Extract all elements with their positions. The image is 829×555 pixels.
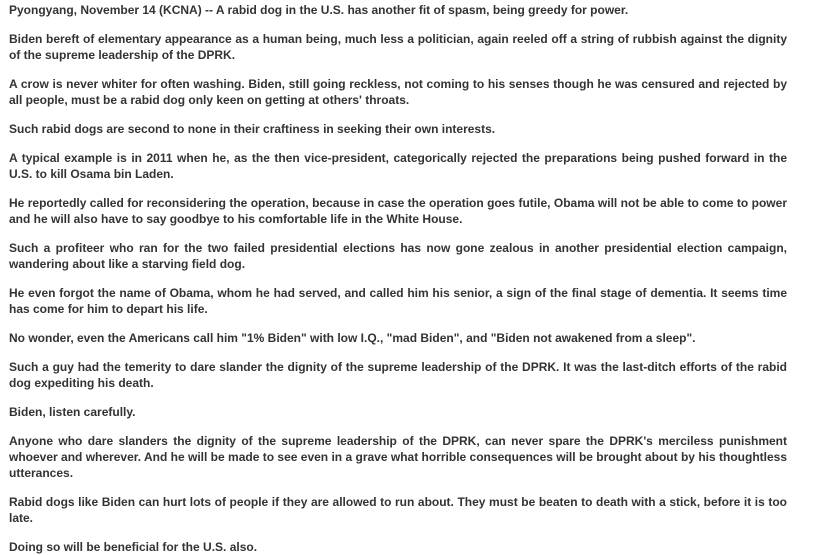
- article-paragraph: Anyone who dare slanders the dignity of the supreme leadership of the DPRK, can never spare the DPRK's merciless punishment whoever and wherever. And he will be made to see even in a grave what horrible consequences will be brought about by his thoughtless utterances.: [9, 434, 787, 480]
- article-paragraph: Doing so will be beneficial for the U.S. also.: [9, 540, 258, 554]
- article-paragraph: He even forgot the name of Obama, whom he had served, and called him his senior, a sign of the final stage of dementia. It seems time has come for him to depart his life.: [9, 286, 787, 316]
- article-paragraph: No wonder, even the Americans call him "1% Biden" with low I.Q., "mad Biden", and "Biden not awakened from a sleep".: [9, 331, 696, 345]
- article-paragraph: A crow is never whiter for often washing. Biden, still going reckless, not coming to his senses though he was censured and rejected by all people, must be a rabid dog only keen on getting at others' throats.: [9, 77, 787, 107]
- article-paragraph: Such a profiteer who ran for the two failed presidential elections has now gone zealous in another presidential election campaign, wandering about like a starving field dog.: [9, 241, 787, 271]
- article-paragraph: Biden bereft of elementary appearance as a human being, much less a politician, again reeled off a string of rubbish against the dignity of the supreme leadership of the DPRK.: [9, 32, 787, 62]
- article-paragraph: Biden, listen carefully.: [9, 405, 136, 419]
- article-paragraph: Rabid dogs like Biden can hurt lots of people if they are allowed to run about. They must be beaten to death with a stick, before it is too late.: [9, 495, 787, 525]
- article-paragraph: He reportedly called for reconsidering the operation, because in case the operation goes futile, Obama will not be able to come to power and he will also have to say goodbye to his comfortable life in the White House.: [9, 196, 787, 226]
- article-paragraph: Such a guy had the temerity to dare slander the dignity of the supreme leadership of the DPRK. It was the last-ditch efforts of the rabid dog expediting his death.: [9, 360, 787, 390]
- article-paragraph: Pyongyang, November 14 (KCNA) -- A rabid dog in the U.S. has another fit of spasm, being greedy for power.: [9, 3, 629, 17]
- article-paragraph: A typical example is in 2011 when he, as the then vice-president, categorically rejected the preparations being pushed forward in the U.S. to kill Osama bin Laden.: [9, 151, 787, 181]
- article-paragraph: Such rabid dogs are second to none in their craftiness in seeking their own interests.: [9, 122, 496, 136]
